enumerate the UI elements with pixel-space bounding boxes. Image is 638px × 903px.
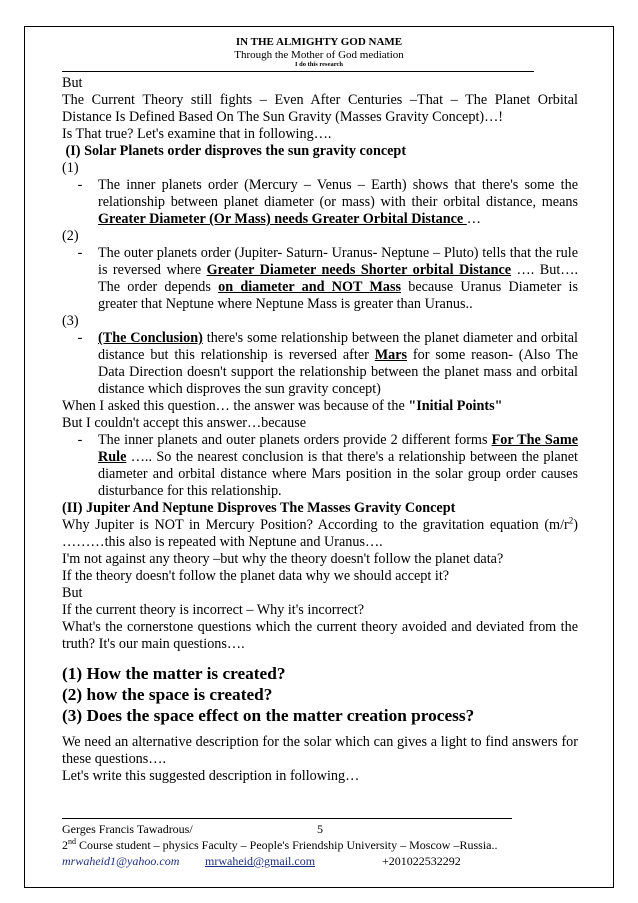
text-run: … <box>466 211 481 227</box>
page-number: 5 <box>317 822 323 836</box>
text-run: there's some relationship between the planet diameter and orbital distance but this relationship is reversed after <box>98 330 578 363</box>
paragraph-current-theory: The Current Theory still fights – Even After Centuries –That – The Planet Orbital Distance Is Defined Based On The Sun Gravity (Masses Gravity Concept)…! <box>62 92 578 125</box>
emphasis-text: Mars <box>374 347 408 363</box>
footer-divider <box>62 818 512 819</box>
paragraph-couldnt-accept: But I couldn't accept this answer…because <box>62 415 307 431</box>
bullet-dash: - <box>77 245 83 261</box>
paragraph-if-theory: If the theory doesn't follow the planet data why we should accept it? <box>62 568 450 584</box>
bullet-dash: - <box>77 432 83 448</box>
list-item-text <box>98 177 578 228</box>
paragraph-is-true: Is That true? Let's examine that in following…. <box>62 126 332 142</box>
list-item-conclusion <box>62 330 578 398</box>
list-item-inner-planets <box>62 177 578 228</box>
text-run: Course student – physics Faculty – People's Friendship University – Moscow –Russia.. <box>76 838 498 852</box>
text-run: because Uranus Diameter is greater that Neptune where Neptune Mass is greater than Uranus.. <box>98 279 578 312</box>
header-title: IN THE ALMIGHTY GOD NAME <box>235 36 403 48</box>
question-1: (1) How the matter is created? <box>62 664 286 683</box>
emphasis-text: (The Conclusion) <box>98 330 203 346</box>
bullet-dash: - <box>77 177 83 193</box>
text-run: When I asked this question… the answer was because of the <box>62 398 409 414</box>
spacer <box>62 726 578 734</box>
section-heading-1: (I) Solar Planets order disproves the sun gravity concept <box>62 143 407 159</box>
list-item-text <box>98 432 578 500</box>
emphasis-text: Greater Diameter (Or Mass) needs Greater Orbital Distance <box>98 211 467 227</box>
list-item-text <box>98 330 578 398</box>
number-label-1: (1) <box>62 160 79 176</box>
footer-course-line <box>62 838 497 852</box>
list-item-text <box>98 245 578 313</box>
paragraph-not-against: I'm not against any theory –but why the theory doesn't follow the planet data? <box>62 551 504 567</box>
email-link-gmail[interactable]: mrwaheid@gmail.com <box>205 854 316 868</box>
footer-contact-line <box>62 854 482 868</box>
paragraph-lets-write: Let's write this suggested description in following… <box>62 768 360 784</box>
header-divider <box>62 71 534 72</box>
bullet-dash: - <box>77 330 83 346</box>
paragraph-but: But <box>62 75 83 91</box>
paragraph-if-current: If the current theory is incorrect – Why it's incorrect? <box>62 602 365 618</box>
email-link-yahoo[interactable]: mrwaheid1@yahoo.com <box>62 854 180 868</box>
paragraph-asked <box>62 398 578 415</box>
text-run: 2 <box>62 838 68 852</box>
text-run: …. But…. The order depends <box>98 262 578 295</box>
question-2: (2) how the space is created? <box>62 685 273 704</box>
phone-number: +201022532292 <box>382 854 461 868</box>
superscript: 2 <box>568 515 574 526</box>
superscript: nd <box>68 837 76 846</box>
paragraph-we-need: We need an alternative description for the solar which can gives a light to find answers for these questions…. <box>62 734 578 767</box>
spacer <box>62 653 578 663</box>
header-subtitle: Through the Mother of God mediation <box>234 49 404 61</box>
header-note: I do this research <box>295 61 343 68</box>
emphasis-text: on diameter and NOT Mass <box>218 279 401 295</box>
footer-author-line <box>62 822 382 836</box>
paragraph-why-jupiter <box>62 517 578 551</box>
paragraph-but-2: But <box>62 585 83 601</box>
text-run: ) ………this also is repeated with Neptune and Uranus…. <box>62 517 578 550</box>
section-heading-2: (II) Jupiter And Neptune Disproves The Masses Gravity Concept <box>62 500 456 516</box>
list-item-outer-planets <box>62 245 578 313</box>
text-run: The inner planets and outer planets orders provide 2 different forms <box>98 432 492 448</box>
emphasis-text: Greater Diameter needs Shorter orbital Distance <box>206 262 512 278</box>
text-run: The inner planets order (Mercury – Venus – Earth) shows that there's some the relationship between planet diameter (or mass) with their orbital distance, means <box>98 177 578 210</box>
question-3: (3) Does the space effect on the matter creation process? <box>62 706 475 725</box>
text-run: The outer planets order (Jupiter- Saturn- Uranus- Neptune – Pluto) tells that the rule is reversed where <box>98 245 578 278</box>
footer-author: Gerges Francis Tawadrous/ <box>62 822 193 836</box>
number-label-3: (3) <box>62 313 79 329</box>
text-run: ….. So the nearest conclusion is that there's a relationship between the planet diameter and orbital distance where Mars position in the solar group order causes disturbance for this relationship. <box>98 449 578 499</box>
document-body <box>62 75 578 785</box>
emphasis-text: For The Same Rule <box>98 432 578 465</box>
text-run: Why Jupiter is NOT in Mercury Position? According to the gravitation equation (m/r <box>62 517 569 533</box>
list-item-two-forms <box>62 432 578 500</box>
emphasis-text: "Initial Points" <box>408 398 503 414</box>
paragraph-cornerstone: What's the cornerstone questions which the current theory avoided and deviated from the truth? It's our main questions…. <box>62 619 578 652</box>
number-label-2: (2) <box>62 228 79 244</box>
text-run: for some reason- (Also The Data Direction doesn't support the relationship between the planet mass and orbital distance which disproves the sun gravity concept) <box>98 347 578 397</box>
